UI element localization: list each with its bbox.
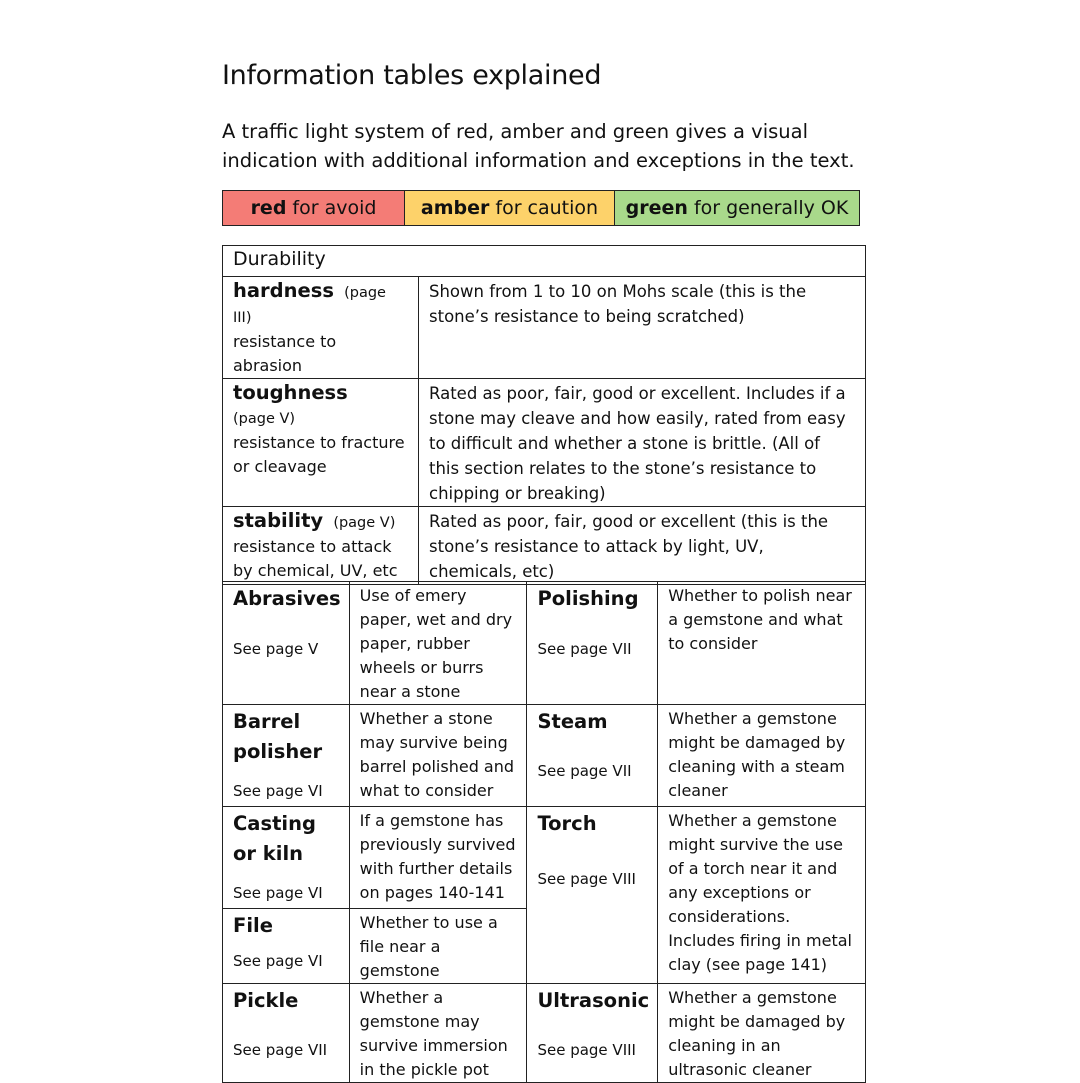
table-row xyxy=(223,807,866,909)
activity-desc: Whether a gemstone might be damaged by cleaning in an ultrasonic cleaner xyxy=(658,984,866,1083)
activity-file xyxy=(223,909,350,984)
legend-green-text: for generally OK xyxy=(693,197,849,219)
activity-page-ref: See page VIII xyxy=(537,1041,636,1059)
table-row xyxy=(223,379,866,507)
term-page: (page V) xyxy=(233,411,296,427)
durability-desc: Rated as poor, fair, good or excellent. Includes if a stone may cleave and how easily, rated from easy to difficult and whether a stone is brittle. (All of this section relates to the stone’s resistance to chipping or breaking) xyxy=(419,379,866,507)
table-row xyxy=(223,984,866,1083)
activity-page-ref: See page VI xyxy=(233,782,323,800)
durability-table xyxy=(222,245,866,585)
legend-red-text: for avoid xyxy=(292,197,377,219)
table-row xyxy=(223,277,866,379)
traffic-light-legend xyxy=(222,190,860,226)
term-subtitle: resistance to abrasion xyxy=(233,332,337,375)
activity-name: Barrel polisher xyxy=(233,710,323,763)
durability-term-cell xyxy=(223,507,419,585)
legend-green xyxy=(615,191,859,225)
activity-desc: If a gemstone has previously survived with further details on pages 140-141 xyxy=(349,807,527,909)
activity-name: Pickle xyxy=(233,989,299,1012)
legend-green-word: green xyxy=(625,197,688,219)
activity-pickle xyxy=(223,984,350,1083)
durability-desc: Shown from 1 to 10 on Mohs scale (this is the stone’s resistance to being scratched) xyxy=(419,277,866,379)
activity-page-ref: See page VI xyxy=(233,884,323,902)
activity-page-ref: See page VI xyxy=(233,952,323,970)
activity-steam xyxy=(527,705,658,807)
table-row xyxy=(223,582,866,705)
activity-torch xyxy=(527,807,658,984)
activities-table xyxy=(222,581,866,1083)
intro-paragraph: A traffic light system of red, amber and green gives a visual indication with additional information and exceptions in the text. xyxy=(222,120,855,172)
durability-header: Durability xyxy=(223,246,866,277)
legend-amber-word: amber xyxy=(420,197,490,219)
durability-term-cell xyxy=(223,379,419,507)
activity-desc: Whether to use a file near a gemstone xyxy=(349,909,527,984)
term-name: hardness xyxy=(233,279,334,302)
activity-page-ref: See page VII xyxy=(537,762,632,780)
activity-abrasives xyxy=(223,582,350,705)
legend-amber xyxy=(405,191,615,225)
activity-name: Torch xyxy=(537,812,597,835)
term-page: (page III) xyxy=(233,285,386,326)
legend-amber-text: for caution xyxy=(495,197,599,219)
activity-page-ref: See page VIII xyxy=(537,870,636,888)
activity-page-ref: See page VII xyxy=(233,1041,328,1059)
table-row xyxy=(223,705,866,807)
activity-name: Ultrasonic xyxy=(537,989,650,1012)
durability-term-cell xyxy=(223,277,419,379)
activity-page-ref: See page VII xyxy=(537,640,632,658)
activity-polishing xyxy=(527,582,658,705)
term-name: stability xyxy=(233,509,324,532)
activity-desc: Use of emery paper, wet and dry paper, rubber wheels or burrs near a stone xyxy=(349,582,527,705)
activity-desc: Whether a gemstone might be damaged by cleaning with a steam cleaner xyxy=(658,705,866,807)
term-page: (page V) xyxy=(333,515,396,531)
durability-desc: Rated as poor, fair, good or excellent (this is the stone’s resistance to attack by light, UV, chemicals, etc) xyxy=(419,507,866,585)
activity-name: Abrasives xyxy=(233,587,341,610)
activity-barrel-polisher xyxy=(223,705,350,807)
activity-name: Casting or kiln xyxy=(233,812,316,865)
activity-name: Polishing xyxy=(537,587,639,610)
legend-red-word: red xyxy=(250,197,287,219)
activity-page-ref: See page V xyxy=(233,640,319,658)
legend-red xyxy=(223,191,405,225)
activity-ultrasonic xyxy=(527,984,658,1083)
activity-desc: Whether to polish near a gemstone and what to consider xyxy=(658,582,866,705)
page-title: Information tables explained xyxy=(222,60,602,91)
table-row xyxy=(223,507,866,585)
activity-casting-or-kiln xyxy=(223,807,350,909)
term-subtitle: resistance to attack by chemical, UV, etc xyxy=(233,537,398,580)
activity-desc: Whether a gemstone might survive the use of a torch near it and any exceptions or considerations. Includes firing in metal clay (see page 141) xyxy=(658,807,866,984)
term-subtitle: resistance to fracture or cleavage xyxy=(233,433,405,476)
term-name: toughness xyxy=(233,381,348,404)
activity-name: Steam xyxy=(537,710,608,733)
activity-desc: Whether a gemstone may survive immersion in the pickle pot xyxy=(349,984,527,1083)
activity-desc: Whether a stone may survive being barrel polished and what to consider xyxy=(349,705,527,807)
activity-name: File xyxy=(233,914,273,937)
